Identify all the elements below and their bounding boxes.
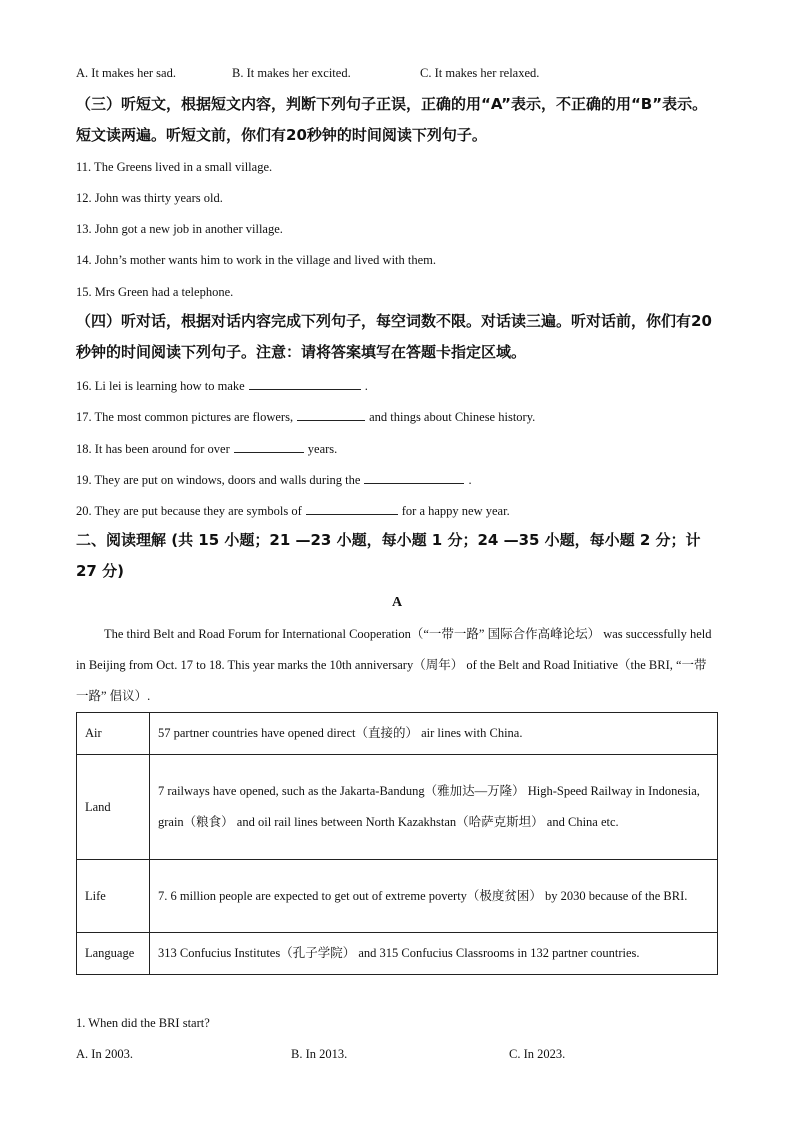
q10-option-c: C. It makes her relaxed.: [420, 66, 540, 80]
fill-item-19-end: .: [468, 473, 472, 487]
table-row: [77, 713, 718, 755]
section3-instruction: （三）听短文，根据短文内容，判断下列句子正误，正确的用“A”表示，不正确的用“B”表示。短文读两遍。听短文前，你们有20秒钟的时间阅读下列句子。: [76, 95, 708, 144]
question-1-option-b[interactable]: B. In 2013.: [291, 1047, 348, 1061]
statement-13: 13. John got a new job in another village.: [76, 222, 283, 236]
fill-item-17-text: 17. The most common pictures are flowers,: [76, 410, 294, 424]
fill-item-16: [76, 377, 368, 394]
bri-facts-table: [76, 712, 718, 975]
table-row: [77, 933, 718, 975]
answer-blank-20[interactable]: [306, 502, 398, 515]
table-key-land: Land: [77, 755, 150, 860]
fill-item-19: [76, 471, 472, 488]
answer-blank-17[interactable]: [297, 408, 365, 421]
table-key-life: Life: [77, 860, 150, 933]
answer-blank-18[interactable]: [234, 440, 304, 453]
passage-title: A: [391, 595, 403, 610]
q10-option-a: A. It makes her sad.: [76, 66, 176, 80]
answer-blank-19[interactable]: [364, 471, 464, 484]
fill-item-18-text: 18. It has been around for over: [76, 442, 230, 456]
fill-item-17: [76, 408, 535, 425]
statement-11: 11. The Greens lived in a small village.: [76, 160, 273, 174]
fill-item-18: [76, 440, 337, 457]
fill-item-18-end: years.: [307, 442, 338, 456]
table-row: [77, 860, 718, 933]
table-row: [77, 755, 718, 860]
question-1-option-a[interactable]: A. In 2003.: [76, 1047, 133, 1061]
statement-12: 12. John was thirty years old.: [76, 191, 223, 205]
fill-item-17-end: and things about Chinese history.: [369, 410, 536, 424]
fill-item-19-text: 19. They are put on windows, doors and walls during the: [76, 473, 361, 487]
table-value-language: 313 Confucius Institutes（孔子学院） and 315 Confucius Classrooms in 132 partner countries.: [150, 933, 718, 975]
table-value-air: 57 partner countries have opened direct（直接的） air lines with China.: [150, 713, 718, 755]
question-1-stem: 1. When did the BRI start?: [76, 1016, 210, 1030]
fill-item-20-end: for a happy new year.: [401, 504, 510, 518]
table-key-language: Language: [77, 933, 150, 975]
table-value-life: 7. 6 million people are expected to get out of extreme poverty（极度贫困） by 2030 because of the BRI.: [150, 860, 718, 933]
table-value-land: 7 railways have opened, such as the Jakarta-Bandung（雅加达—万隆） High-Speed Railway in Indonesia, grain（粮食） and oil rail lines between North Kazakhstan（哈萨克斯坦） and China etc.: [150, 755, 718, 860]
section4-instruction: （四）听对话，根据对话内容完成下列句子，每空词数不限。对话读三遍。听对话前，你们有20秒钟的时间阅读下列句子。注意：请将答案填写在答题卡指定区域。: [76, 312, 712, 361]
fill-item-16-end: .: [364, 379, 368, 393]
fill-item-20: [76, 502, 510, 519]
question-1-option-c[interactable]: C. In 2023.: [509, 1047, 566, 1061]
statement-14: 14. John’s mother wants him to work in the village and lived with them.: [76, 253, 437, 267]
table-key-air: Air: [77, 713, 150, 755]
fill-item-16-text: 16. Li lei is learning how to make: [76, 379, 245, 393]
answer-blank-16[interactable]: [249, 377, 361, 390]
fill-item-20-text: 20. They are put because they are symbols of: [76, 504, 302, 518]
passage-paragraph: The third Belt and Road Forum for International Cooperation（“一带一路” 国际合作高峰论坛） was successfully held in Beijing from Oct. 17 to 18. This year marks the 10th anniversary（周年） of the Belt and Road Initiative（the BRI, “一带一路” 倡议）.: [76, 627, 712, 703]
reading-section-heading: 二、阅读理解 (共 15 小题；21 —23 小题，每小题 1 分；24 —35 小题，每小题 2 分；计 27 分): [76, 531, 701, 580]
statement-15: 15. Mrs Green had a telephone.: [76, 285, 234, 299]
q10-option-b: B. It makes her excited.: [232, 66, 351, 80]
